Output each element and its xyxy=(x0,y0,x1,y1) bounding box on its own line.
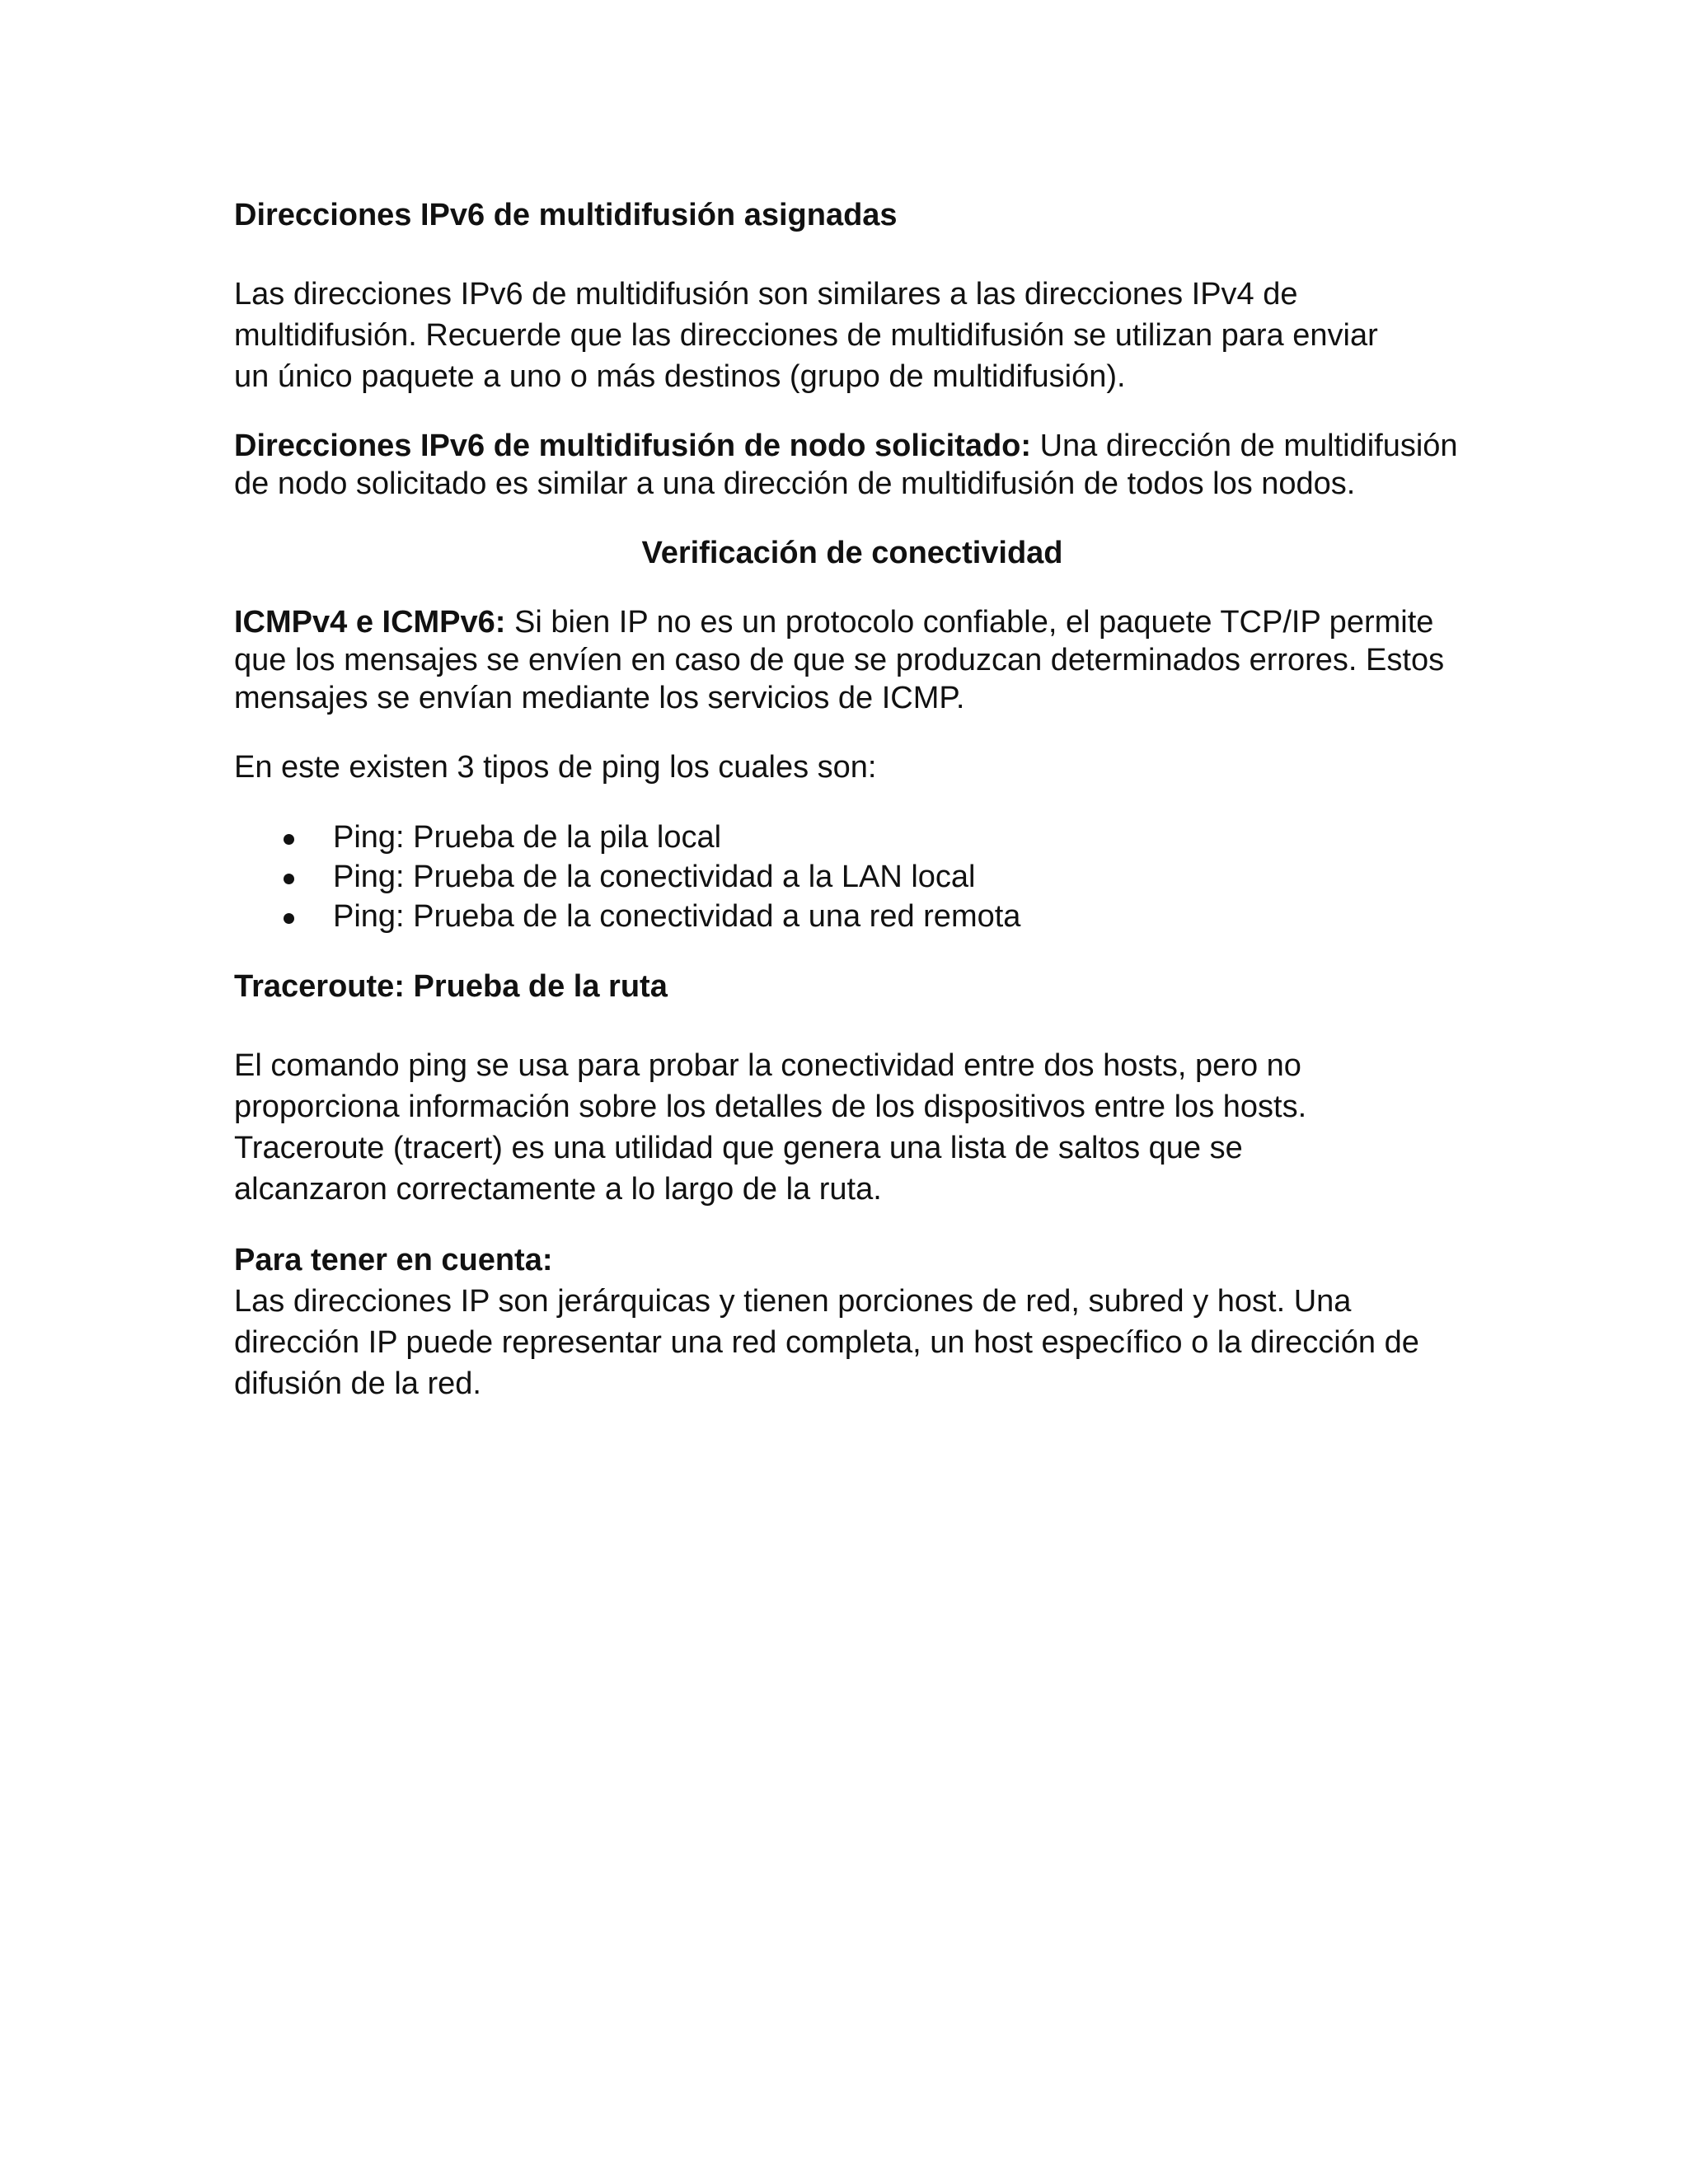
solicited-node-label: Direcciones IPv6 de multidifusión de nodo solicitado: xyxy=(234,429,1032,463)
traceroute-line-3: Traceroute (tracert) es una utilidad que genera una lista de saltos que se xyxy=(234,1131,1243,1165)
note-heading: Para tener en cuenta: xyxy=(234,1243,553,1277)
intro-line-1: Las direcciones IPv6 de multidifusión son similares a las direcciones IPv4 de xyxy=(234,277,1298,312)
ping-list xyxy=(234,818,1470,936)
list-item-text: Ping: Prueba de la conectividad a una red remota xyxy=(333,899,1021,934)
list-item-text: Ping: Prueba de la conectividad a la LAN local xyxy=(333,860,976,894)
list-item-text: Ping: Prueba de la pila local xyxy=(333,820,722,855)
note-text: Las direcciones IP son jerárquicas y tienen porciones de red, subred y host. Una dirección IP puede representar una red completa, un host específico o la dirección de difusión de la red. xyxy=(234,1284,1419,1401)
icmp-label: ICMPv4 e ICMPv6: xyxy=(234,605,506,640)
icmp-paragraph xyxy=(234,603,1470,717)
solicited-node-paragraph xyxy=(234,427,1470,503)
intro-paragraph xyxy=(234,274,1470,397)
solicited-node-text: Una dirección de multidifusión de nodo solicitado es similar a una dirección de multidifusión de todos los nodos. xyxy=(234,429,1458,501)
traceroute-heading: Traceroute: Prueba de la ruta xyxy=(234,969,668,1004)
note-section xyxy=(234,1240,1470,1404)
icmp-text: Si bien IP no es un protocolo confiable, el paquete TCP/IP permite que los mensajes se envíen en caso de que se produzcan determinados errores. Estos mensajes se envían mediante los servicios de ICMP. xyxy=(234,605,1445,715)
list-item xyxy=(234,818,1470,857)
document-page xyxy=(234,194,1470,1404)
section-heading: Verificación de conectividad xyxy=(641,536,1063,570)
bullet-icon xyxy=(284,834,294,845)
traceroute-paragraph xyxy=(234,1045,1470,1210)
list-item xyxy=(234,897,1470,936)
ping-intro: En este existen 3 tipos de ping los cuales son: xyxy=(234,750,877,785)
list-item xyxy=(234,857,1470,897)
traceroute-line-1: El comando ping se usa para probar la conectividad entre dos hosts, pero no xyxy=(234,1048,1301,1083)
bullet-icon xyxy=(284,913,294,924)
document-title: Direcciones IPv6 de multidifusión asignadas xyxy=(234,198,898,232)
bullet-icon xyxy=(284,874,294,884)
intro-line-3: un único paquete a uno o más destinos (grupo de multidifusión). xyxy=(234,359,1126,394)
traceroute-line-4: alcanzaron correctamente a lo largo de la ruta. xyxy=(234,1172,882,1207)
intro-line-2: multidifusión. Recuerde que las direcciones de multidifusión se utilizan para enviar xyxy=(234,318,1378,353)
traceroute-line-2: proporciona información sobre los detalles de los dispositivos entre los hosts. xyxy=(234,1090,1307,1124)
